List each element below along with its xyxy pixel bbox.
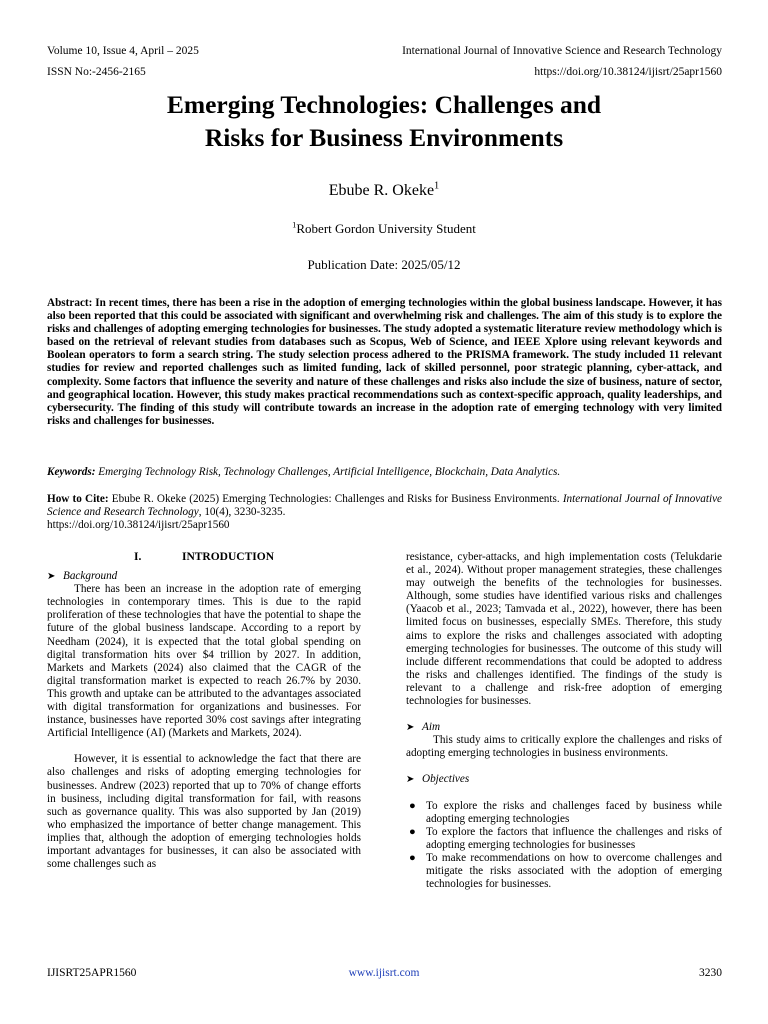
issn: ISSN No:-2456-2165: [47, 66, 146, 78]
footer-site-link[interactable]: www.ijisrt.com: [348, 967, 420, 979]
publication-date: Publication Date: 2025/05/12: [307, 257, 461, 272]
objective-text: To explore the risks and challenges faced by business while adopting emerging technologies: [426, 799, 722, 825]
affiliation-sup: 1: [292, 219, 297, 230]
subheading-background-label: Background: [63, 570, 118, 583]
objectives-list: [406, 800, 722, 892]
subheading-aim-label: Aim: [422, 721, 441, 734]
intro-paragraph-1: There has been an increase in the adoption rate of emerging technologies in contemporary times. This is due to the rapid proliferation of these technologies that have the potential to shape the future of the global business landscape. According to a report by Needham (2024), it is expected that the total global spending on digital transformation hits over $4 trillion by 2027. In addition, Markets and Markets (2024) also claimed that the CAGR of the digital transformation market is expected to reach 26.7% by 2030. This growth and uptake can be attributed to the advantages associated with digital transformation for organizations and businesses. For instance, businesses have reported 30% cost savings after integrating Artificial Intelligence (AI) (Markets and Markets, 2024).: [47, 583, 361, 740]
journal-name: International Journal of Innovative Science and Research Technology: [402, 45, 722, 57]
cite-label: How to Cite:: [47, 493, 109, 505]
header-doi-link[interactable]: https://doi.org/10.38124/ijisrt/25apr1560: [534, 66, 722, 78]
bullet-dot-icon: ●: [409, 799, 416, 812]
affiliation: [0, 220, 768, 237]
arrowhead-bullet-icon: ➤: [406, 722, 415, 734]
bullet-dot-icon: ●: [409, 825, 416, 838]
abstract: [47, 297, 722, 428]
keywords-label: Keywords:: [47, 466, 96, 478]
title-line-2: Risks for Business Environments: [204, 123, 564, 152]
list-item: [406, 800, 722, 826]
subheading-objectives-label: Objectives: [422, 773, 470, 786]
arrowhead-bullet-icon: ➤: [406, 774, 415, 786]
intro-paragraph-2: However, it is essential to acknowledge the fact that there are also challenges and risks of adopting emerging technologies for businesses. Andrew (2023) reported that up to 70% of change efforts in business, including digital transformation for fail, with reasons such as governance quality. This was also supported by Jan (2019) who emphasized the importance of better change management. This implies that, although the adoption of emerging technologies holds important advantages for businesses, it can also be associated with some challenges such as: [47, 753, 361, 871]
section-title: INTRODUCTION: [181, 551, 274, 563]
left-column: [47, 551, 361, 871]
cite-journal: International Journal of Innovative Science and Research Technology: [47, 493, 723, 519]
author: [0, 181, 768, 201]
subheading-background: [47, 570, 361, 583]
list-item: [406, 852, 722, 891]
title-line-1: Emerging Technologies: Challenges and: [166, 90, 602, 119]
abstract-label: Abstract:: [47, 297, 93, 309]
aim-paragraph: This study aims to critically explore the challenges and risks of adopting emerging technologies in business environments.: [406, 734, 722, 760]
keywords-text: Emerging Technology Risk, Technology Challenges, Artificial Intelligence, Blockchain, Data Analytics.: [98, 466, 561, 478]
arrowhead-bullet-icon: ➤: [47, 571, 56, 583]
section-number: I.: [133, 551, 142, 563]
footer-page-number: 3230: [699, 967, 722, 979]
author-sup: 1: [434, 180, 440, 192]
volume-info: Volume 10, Issue 4, April – 2025: [47, 45, 199, 57]
abstract-text: In recent times, there has been a rise in the adoption of emerging technologies within the global business landscape. However, it has also been reported that this could be associated with significant and overwhelming risk and challenges. The aim of this study is to explore the risks and challenges of adopting emerging technologies for businesses. The study adopted a systematic literature review methodology which is based on the retrieval of relevant studies from databases such as Scopus, Web of Science, and IEEE Xplore using relevant keywords and Boolean operators to form a search string. The study selection process adhered to the PRISMA framework. The study included 11 relevant studies for review and reported challenges such as limited funding, lack of skilled personnel, poor strategic planning, cyber-attack, and complexity. Some factors that influence the severity and nature of these challenges and risks also include the size of business, nature of sector, and geographical location. However, this study makes practical recommendations such as context-specific approach, quality leaderships, and cybersecurity. The finding of this study will contribute towards an increase in the adoption rate of emerging technology with very limited risks and challenges for businesses.: [47, 297, 722, 427]
cite-volume: , 10(4), 3230-3235.: [198, 506, 286, 519]
section-heading-introduction: [47, 551, 361, 564]
how-to-cite: [47, 493, 722, 532]
right-column: [406, 551, 722, 891]
cite-doi-link[interactable]: https://doi.org/10.38124/ijisrt/25apr1560: [47, 519, 230, 532]
objective-text: To explore the factors that influence the challenges and risks of adopting emerging technologies for businesses: [426, 825, 722, 851]
subheading-objectives: [406, 773, 722, 786]
subheading-aim: [406, 721, 722, 734]
objective-text: To make recommendations on how to overcome challenges and mitigate the risks associated with the adoption of emerging technologies for businesses.: [426, 851, 722, 891]
footer-paper-id: IJISRT25APR1560: [47, 967, 137, 979]
keywords: [47, 466, 722, 479]
paper-title: [60, 88, 708, 154]
affiliation-text: Robert Gordon University Student: [296, 221, 476, 236]
intro-paragraph-continued: resistance, cyber-attacks, and high implementation costs (Telukdarie et al., 2024). Without proper management strategies, these challenges may outweigh the benefits of the technologies for businesses. Although, some studies have identified various risks and challenges (Yaacob et al., 2023; Tamvada et al., 2022), however, there has been limited focus on businesses, especially SMEs. Therefore, this study aims to explore the risks and challenges associated with adopting emerging technologies for businesses. The outcome of this study will include different recommendations that could be adopted to address the risks and challenges identified. The findings of the study is relevant to a challenge and risk-free adoption of emerging technologies for businesses.: [406, 551, 722, 708]
cite-text: Ebube R. Okeke (2025) Emerging Technologies: Challenges and Risks for Business Environments.: [111, 493, 560, 505]
author-name: Ebube R. Okeke: [328, 182, 435, 199]
list-item: [406, 826, 722, 852]
bullet-dot-icon: ●: [409, 851, 416, 864]
